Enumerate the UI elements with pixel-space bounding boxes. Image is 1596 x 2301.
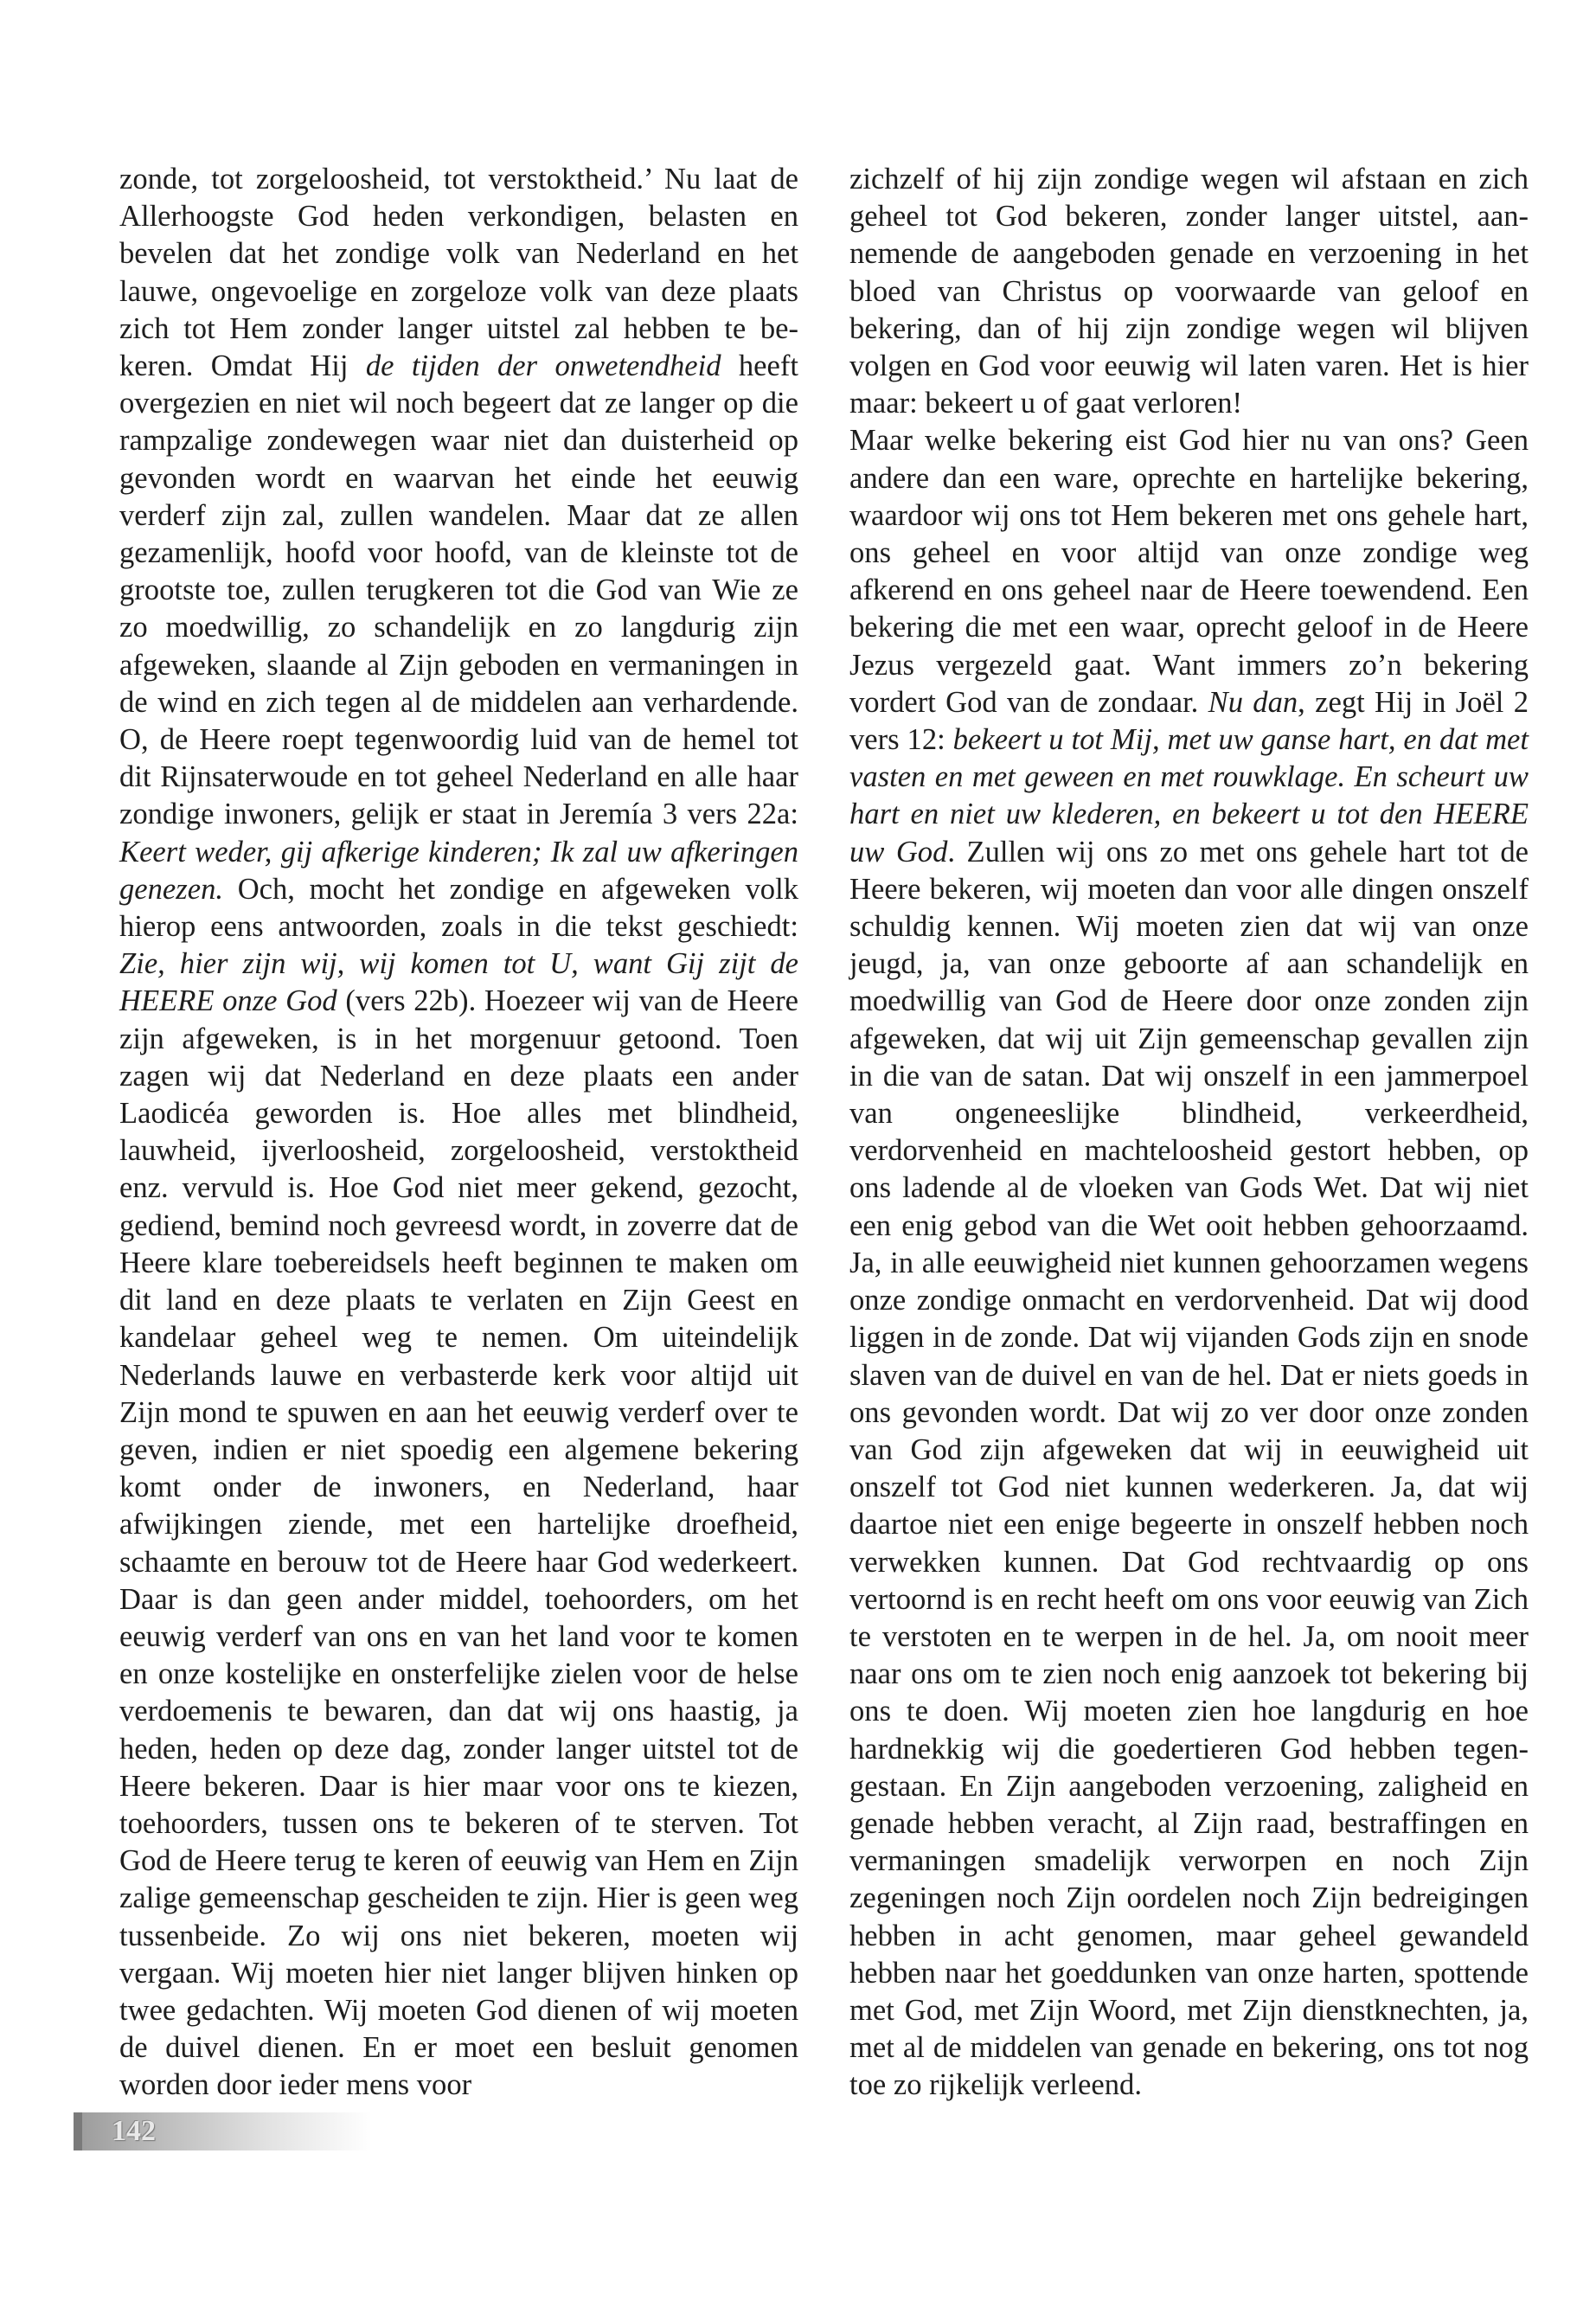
text-run: zichzelf of hij zijn zondige wegen wil afstaan en zich geheel tot God bekeren, zonder langer uitstel, aannemende de aangeboden genade en verzoening in het bloed van Christus op voorwaarde van geloof en bekering, dan of hij zijn zondige wegen wil blijven volgen en God voor eeuwig wil laten varen. Het is hier maar: bekeert u of gaat verloren!: [849, 163, 1529, 420]
text-run: Maar welke bekering eist God hier nu van ons? Geen andere dan een ware, oprechte en hartelijke bekering, waardoor wij ons tot Hem bekeren met ons gehele hart, ons geheel en voor altijd van onze zondige weg afkerend en ons geheel naar de Heere toewendend. Een bekering die met een waar, oprecht geloof in de Heere Jezus vergezeld gaat. Want immers zo’n bekering vordert God van de zondaar.: [849, 424, 1529, 719]
page-footer: [74, 2112, 372, 2150]
text-run: . Zullen wij ons zo met ons gehele hart tot de Heere bekeren, wij moeten dan voor alle dingen onszelf schuldig kennen. Wij moeten zien dat wij van onze jeugd, ja, van onze geboorte af aan schandelijk en moedwillig van God de Heere door onze zonden zijn afgeweken, dat wij uit Zijn gemeenschap gevallen zijn in die van de satan. Dat wij onszelf in een jammerpoel van ongeneeslijke blindheid, verkeerdheid, verdorvenheid en machteloosheid gestort hebben, op ons ladende al de vloeken van Gods Wet. Dat wij niet een enig gebod van die Wet ooit hebben gehoorzaamd. Ja, in alle eeuwigheid niet kunnen gehoorzamen wegens onze zondige onmacht en verdorvenheid. Dat wij dood liggen in de zonde. Dat wij vijanden Gods zijn en snode slaven van de duivel en van de hel. Dat er niets goeds in ons gevonden wordt. Dat wij zo ver door onze zonden van God zijn afgeweken dat wij in eeuwigheid uit onszelf tot God niet kunnen wederkeren. Ja, dat wij daartoe niet een enige begeerte in onszelf hebben noch verwekken kunnen. Dat God rechtvaardig op ons vertoornd is en recht heeft om ons voor eeuwig van Zich te verstoten en te werpen in de hel. Ja, om nooit meer naar ons om te zien noch enig aanzoek tot bekering bij ons te doen. Wij moeten zien hoe langdurig en hoe hardnekkig wij die goedertieren God hebben tegengestaan. En Zijn aangeboden verzoening, zaligheid en genade hebben veracht, al Zijn raad, bestraffingen en vermaningen smadelijk verworpen en noch Zijn zegeningen noch Zijn oordelen noch Zijn bedreigingen hebben in acht genomen, maar geheel gewandeld hebben naar het goeddunken van onze harten, spottende met God, met Zijn Woord, met Zijn dienstknechten, ja, met al de middelen van genade en bekering, ons tot nog toe zo rijkelijk verleend.: [849, 835, 1529, 2102]
right-paragraph-2: [849, 422, 1529, 2104]
left-paragraph: [119, 161, 798, 2105]
text-run: (vers 22b). Hoezeer wij van de Heere zijn afgeweken, is in het morgenuur getoond. Toen zagen wij dat Nederland en deze plaats een ander Laodicéa geworden is. Hoe alles met blindheid, lauwheid, ijverloosheid, zorgeloosheid, verstoktheid enz. vervuld is. Hoe God niet meer gekend, gezocht, gediend, bemind noch gevreesd wordt, in zoverre dat de Heere klare toebereidsels heeft beginnen te maken om dit land en deze plaats te verlaten en Zijn Geest en kandelaar geheel weg te nemen. Om uiteindelijk Nederlands lauwe en verbasterde kerk voor altijd uit Zijn mond te spuwen en aan het eeuwig verderf over te geven, indien er niet spoedig een algemene bekering komt onder de inwoners, en Nederland, haar afwijkingen ziende, met een hartelijke droefheid, schaamte en berouw tot de Heere haar God wederkeert. Daar is dan geen ander middel, toehoorders, om het eeuwig verderf van ons en van het land voor te komen en onze kostelijke en onsterfelijke zielen voor de helse verdoemenis te bewaren, dan dat wij ons haastig, ja heden, heden op deze dag, zonder langer uitstel tot de Heere bekeren. Daar is hier maar voor ons te kiezen, toehoorders, tussen ons te bekeren of te sterven. Tot God de Heere terug te keren of eeuwig van Hem en Zijn zalige gemeenschap gescheiden te zijn. Hier is geen weg tussenbeide. Zo wij ons niet bekeren, moeten wij vergaan. Wij moeten hier niet langer blijven hinken op twee gedachten. Wij moeten God dienen of wij moeten de duivel dienen. En er moet een besluit genomen worden door ieder mens voor: [119, 984, 798, 2102]
italic-run: Keert weder, gij afkerige kinderen; Ik zal uw afkeringen genezen.: [119, 835, 798, 906]
right-paragraph-1: [849, 161, 1529, 422]
text-run: , zegt Hij in Joël 2 vers 12:: [849, 685, 1529, 757]
italic-run: Zie, hier zijn wij, wij komen tot U, want Gij zijt de HEERE onze God: [119, 947, 798, 1018]
page-number: 142: [112, 2115, 156, 2147]
footer-bar: [74, 2112, 82, 2150]
left-column: [119, 161, 798, 2105]
italic-run: de tijden der onwetendheid: [365, 349, 721, 383]
italic-run: Nu dan: [1208, 685, 1298, 719]
text-run: zonde, tot zorgeloosheid, tot verstoktheid.’ Nu laat de Allerhoogste God heden verkondigen, belasten en bevelen dat het zondige volk van Nederland en het lauwe, ongevoelige en zorgeloze volk van deze plaats zich tot Hem zonder langer uitstel zal hebben te bekeren. Omdat Hij: [119, 163, 798, 383]
text-run: Och, mocht het zondige en afgeweken volk hierop eens antwoorden, zoals in die tekst geschiedt:: [119, 872, 798, 944]
right-column: [849, 161, 1529, 2105]
text-run: heeft overgezien en niet wil noch begeert dat ze langer op die rampzalige zondewegen waar niet dan duisterheid op gevonden wordt en waarvan het einde het eeuwig verderf zijn zal, zullen wandelen. Maar dat ze allen gezamenlijk, hoofd voor hoofd, van de kleinste tot de grootste toe, zullen terugkeren tot die God van Wie ze zo moedwillig, zo schandelijk en zo langdurig zijn afgeweken, slaande al Zijn geboden en vermaningen in de wind en zich tegen al de middelen aan verhardende. O, de Heere roept tegenwoordig luid van de hemel tot dit Rijnsaterwoude en tot geheel Nederland en alle haar zondige inwoners, gelijk er staat in Jeremía 3 vers 22a:: [119, 349, 798, 831]
italic-run: bekeert u tot Mij, met uw ganse hart, en dat met vasten en met geween en met rouwklage. En scheurt uw hart en niet uw klederen, en bekeert u tot den HEERE uw God: [849, 723, 1529, 868]
